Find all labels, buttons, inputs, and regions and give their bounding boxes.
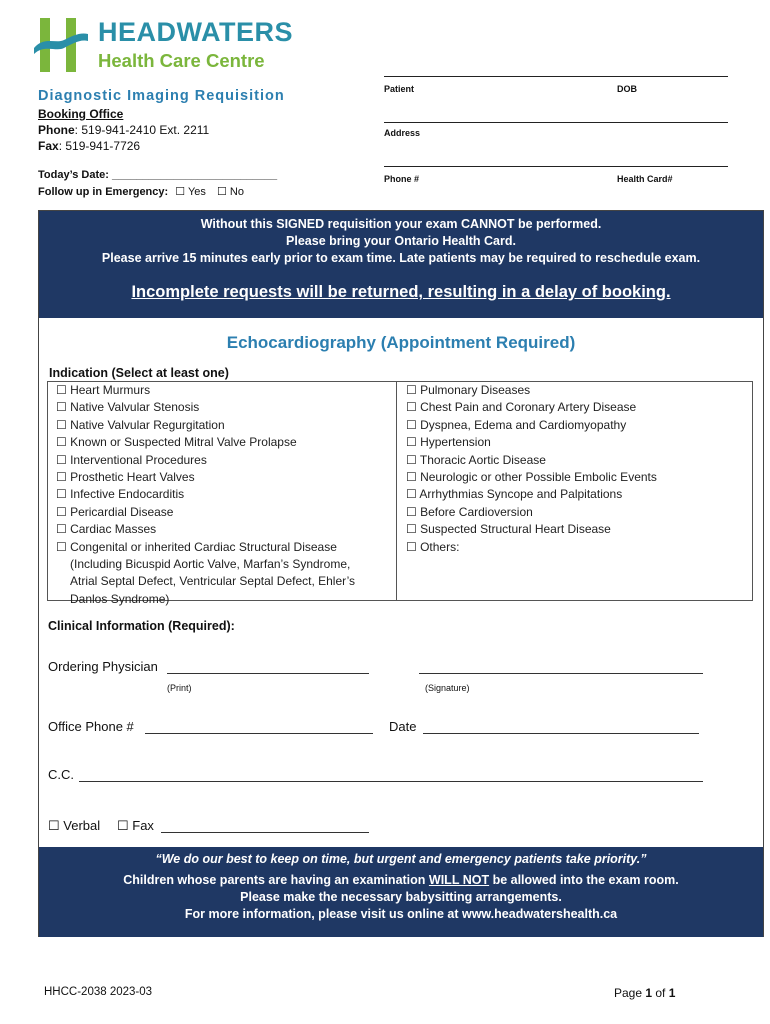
indication-pulmonary-diseases[interactable]: ☐ Pulmonary Diseases: [406, 383, 531, 397]
exam-title: Echocardiography (Appointment Required): [226, 333, 576, 352]
booking-office-heading: Booking Office: [38, 107, 124, 121]
congenital-detail: Atrial Septal Defect, Ventricular Septal Defect, Ehler’s: [70, 574, 356, 589]
indication-hypertension[interactable]: ☐ Hypertension: [406, 435, 491, 450]
address-label: Address: [384, 128, 421, 138]
requisition-box: [38, 210, 764, 937]
ordering-physician-label: Ordering Physician: [48, 659, 158, 674]
todays-date-field[interactable]: Today’s Date: ___________________________: [38, 169, 278, 181]
indication-interventional-procedures[interactable]: ☐ Interventional Procedures: [56, 452, 207, 467]
fax-checkbox[interactable]: ☐ Fax: [117, 818, 154, 833]
indication-neurologic-embolic[interactable]: ☐ Neurologic or other Possible Embolic Events: [406, 470, 657, 485]
date-label: Date: [389, 719, 417, 734]
notice-health-card: Please bring your Ontario Health Card.: [286, 234, 516, 248]
notice-incomplete: Incomplete requests will be returned, resulting in a delay of booking.: [131, 283, 671, 301]
org-name: HEADWATERS: [98, 17, 294, 47]
congenital-detail: (Including Bicuspid Aortic Valve, Marfan’s Syndrome,: [70, 557, 351, 572]
indication-chest-pain[interactable]: ☐ Chest Pain and Coronary Artery Disease: [406, 400, 637, 415]
office-phone-field[interactable]: [145, 733, 373, 734]
priority-quote: “We do our best to keep on time, but urgent and emergency patients take priority.”: [155, 852, 647, 866]
followup-no-checkbox[interactable]: ☐ No: [216, 186, 244, 198]
indication-others[interactable]: ☐ Others:: [406, 539, 460, 554]
cc-field[interactable]: [79, 781, 703, 782]
booking-fax: Fax: 519-941-7726: [38, 139, 141, 153]
notice-signed: Without this SIGNED requisition your exam CANNOT be performed.: [200, 217, 602, 231]
org-subtitle: Health Care Centre: [98, 50, 265, 71]
babysitting-notice: Please make the necessary babysitting arrangements.: [240, 890, 562, 904]
page-number: Page 1 of 1: [614, 986, 676, 1000]
cc-label: C.C.: [48, 767, 74, 782]
notice-banner: [39, 211, 763, 318]
ordering-physician-signature-field[interactable]: [419, 673, 703, 674]
date-field[interactable]: [423, 733, 699, 734]
indication-heart-murmurs[interactable]: ☐ Heart Murmurs: [56, 383, 151, 397]
patient-line[interactable]: [384, 76, 728, 77]
indication-right-column: [406, 382, 746, 556]
indication-pericardial-disease[interactable]: ☐ Pericardial Disease: [56, 504, 174, 519]
dob-label: DOB: [617, 84, 637, 94]
indication-before-cardioversion[interactable]: ☐ Before Cardioversion: [406, 504, 533, 519]
column-divider: [396, 382, 397, 600]
indication-thoracic-aortic[interactable]: ☐ Thoracic Aortic Disease: [406, 452, 546, 467]
indication-congenital-disease[interactable]: ☐ Congenital or inherited Cardiac Structural Disease: [56, 539, 337, 554]
indication-infective-endocarditis[interactable]: ☐ Infective Endocarditis: [56, 487, 185, 502]
indication-mitral-valve-prolapse[interactable]: ☐ Known or Suspected Mitral Valve Prolapse: [56, 435, 297, 450]
signature-caption: (Signature): [425, 683, 470, 693]
phone-label: Phone #: [384, 174, 420, 184]
footer-notice-banner: [39, 847, 763, 937]
headwaters-logo-mark: [34, 14, 90, 76]
indication-valvular-stenosis[interactable]: ☐ Native Valvular Stenosis: [56, 400, 200, 415]
indication-table: [47, 381, 753, 606]
website-notice: For more information, please visit us online at www.headwatershealth.ca: [184, 907, 618, 921]
followup-yes-checkbox[interactable]: ☐ Yes: [175, 186, 206, 198]
notice-arrive-early: Please arrive 15 minutes early prior to exam time. Late patients may be required to reschedule exam.: [101, 251, 701, 265]
indication-heading: Indication (Select at least one): [49, 366, 229, 380]
phone-line[interactable]: [384, 166, 728, 167]
patient-label: Patient: [384, 84, 415, 94]
indication-valvular-regurgitation[interactable]: ☐ Native Valvular Regurgitation: [56, 417, 225, 432]
office-phone-label: Office Phone #: [48, 719, 134, 734]
form-code: HHCC-2038 2023-03: [44, 986, 153, 998]
indication-arrhythmias[interactable]: ☐ Arrhythmias Syncope and Palpitations: [406, 487, 623, 502]
print-caption: (Print): [167, 683, 192, 693]
indication-prosthetic-valves[interactable]: ☐ Prosthetic Heart Valves: [56, 470, 195, 485]
verbal-checkbox[interactable]: ☐ Verbal: [48, 818, 101, 833]
indication-left-column: [56, 382, 386, 608]
form-title: Diagnostic Imaging Requisition: [38, 88, 285, 104]
indication-structural-heart[interactable]: ☐ Suspected Structural Heart Disease: [406, 522, 611, 537]
ordering-physician-print-field[interactable]: [167, 673, 369, 674]
followup-emergency: Follow up in Emergency: ☐ Yes ☐ No: [38, 186, 244, 198]
health-card-label: Health Card#: [617, 174, 673, 184]
indication-dyspnea[interactable]: ☐ Dyspnea, Edema and Cardiomyopathy: [406, 417, 627, 432]
indication-cardiac-masses[interactable]: ☐ Cardiac Masses: [56, 522, 157, 537]
children-notice: Children whose parents are having an examination WILL NOT be allowed into the exam room.: [123, 873, 679, 887]
clinical-heading: Clinical Information (Required):: [48, 619, 235, 633]
address-line[interactable]: [384, 122, 728, 123]
booking-phone: Phone: 519-941-2410 Ext. 2211: [38, 123, 210, 137]
fax-field[interactable]: [161, 832, 369, 833]
congenital-detail: Danlos Syndrome): [70, 591, 170, 606]
